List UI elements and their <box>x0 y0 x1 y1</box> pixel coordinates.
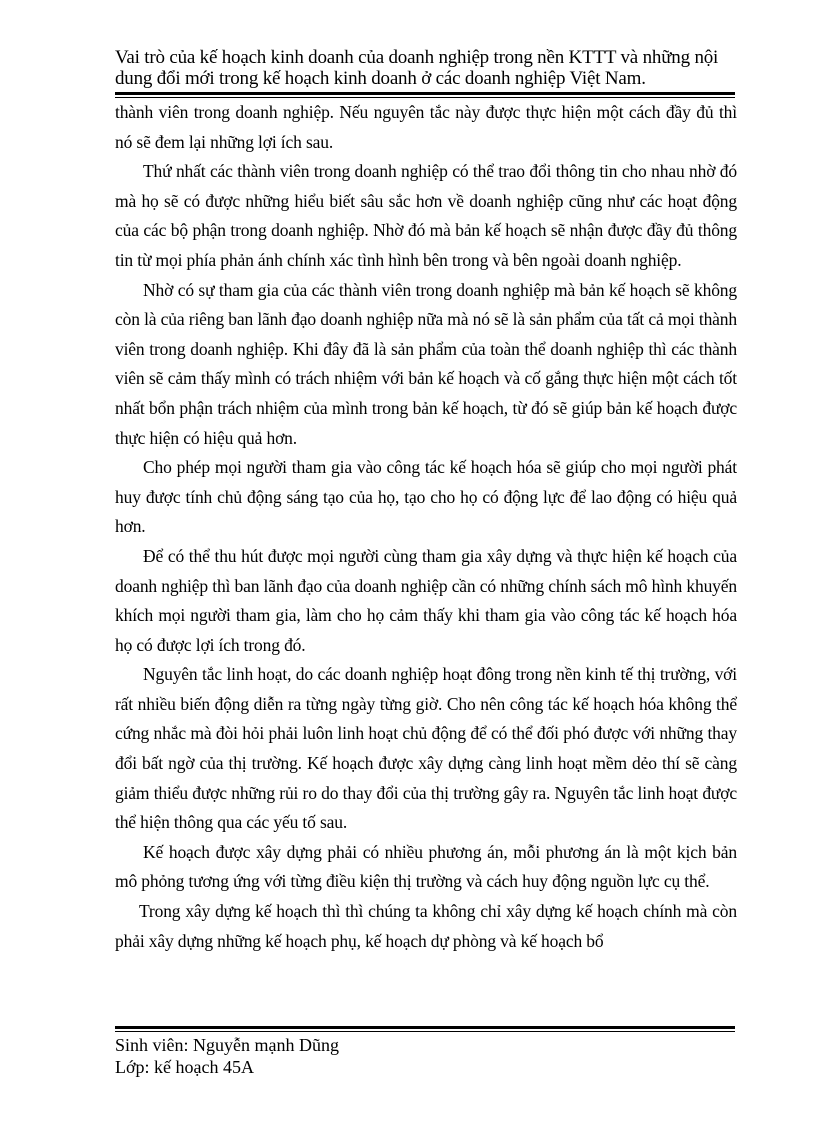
footer-class-name: Lớp: kế hoạch 45A <box>115 1057 254 1077</box>
paragraph: Kế hoạch được xây dựng phải có nhiều phương án, mỗi phương án là một kịch bản mô phỏng tương ứng với từng điều kiện thị trường và cách huy động nguồn lực cụ thể. <box>115 841 737 892</box>
footer-student-name: Sinh viên: Nguyễn mạnh Dũng <box>115 1035 339 1055</box>
body-text <box>115 98 737 956</box>
header-rule-thick <box>115 92 735 95</box>
page-header-title: Vai trò của kế hoạch kinh doanh của doanh nghiệp trong nền KTTT và những nội dung đổi mới trong kế hoạch kinh doanh ở các doanh nghiệp Việt Nam. <box>115 47 719 89</box>
paragraph: Nguyên tắc linh hoạt, do các doanh nghiệp hoạt đông trong nền kinh tế thị trường, với rất nhiều biến động diễn ra từng ngày từng giờ. Cho nên công tác kế hoạch hóa không thể cứng nhắc mà đòi hỏi phải luôn linh hoạt chủ động để có thể đối phó được với những thay đổi bất ngờ của thị trường. Kế hoạch được xây dựng càng linh hoạt mềm dẻo thí sẽ càng giảm thiểu được những rủi ro do thay đổi của thị trường gây ra. Nguyên tắc linh hoạt được thể hiện thông qua các yếu tố sau. <box>115 664 737 833</box>
paragraph: thành viên trong doanh nghiệp. Nếu nguyên tắc này được thực hiện một cách đầy đủ thì nó sẽ đem lại những lợi ích sau. <box>115 102 737 152</box>
footer-rule-thin <box>115 1031 735 1032</box>
paragraph: Nhờ có sự tham gia của các thành viên trong doanh nghiệp mà bản kế hoạch sẽ không còn là của riêng ban lãnh đạo doanh nghiệp nữa mà nó sẽ là sản phẩm của tất cả mọi thành viên trong doanh nghiệp. Khi đây đã là sản phẩm của toàn thể doanh nghiệp thì các thành viên sẽ cảm thấy mình có trách nhiệm với bản kế hoạch và cố gắng thực hiện một cách tốt nhất bổn phận trách nhiệm của mình trong bản kế hoạch, từ đó sẽ giúp bản kế hoạch được thực hiện có hiệu quả hơn. <box>115 279 737 448</box>
paragraph: Trong xây dựng kế hoạch thì thì chúng ta không chỉ xây dựng kế hoạch chính mà còn phải xây dựng những kế hoạch phụ, kế hoạch dự phòng và kế hoạch bổ <box>115 901 737 951</box>
paragraph: Để có thể thu hút được mọi người cùng tham gia xây dựng và thực hiện kế hoạch của doanh nghiệp thì ban lãnh đạo của doanh nghiệp cần có những chính sách mô hình khuyến khích mọi người tham gia, làm cho họ cảm thấy khi tham gia vào công tác kế hoạch hóa họ có được lợi ích trong đó. <box>115 545 737 655</box>
page-footer <box>115 1034 735 1078</box>
footer-rule-thick <box>115 1026 735 1029</box>
paragraph: Thứ nhất các thành viên trong doanh nghiệp có thể trao đổi thông tin cho nhau nhờ đó mà họ sẽ có được những hiểu biết sâu sắc hơn về doanh nghiệp cũng như các hoạt động của các bộ phận trong doanh nghiệp. Nhờ đó mà bản kế hoạch sẽ nhận được đầy đủ thông tin từ mọi phía phản ánh chính xác tình hình bên trong và bên ngoài doanh nghiệp. <box>115 161 737 270</box>
paragraph: Cho phép mọi người tham gia vào công tác kế hoạch hóa sẽ giúp cho mọi người phát huy được tính chủ động sáng tạo của họ, tạo cho họ có động lực để lao động có hiệu quả hơn. <box>115 457 737 537</box>
